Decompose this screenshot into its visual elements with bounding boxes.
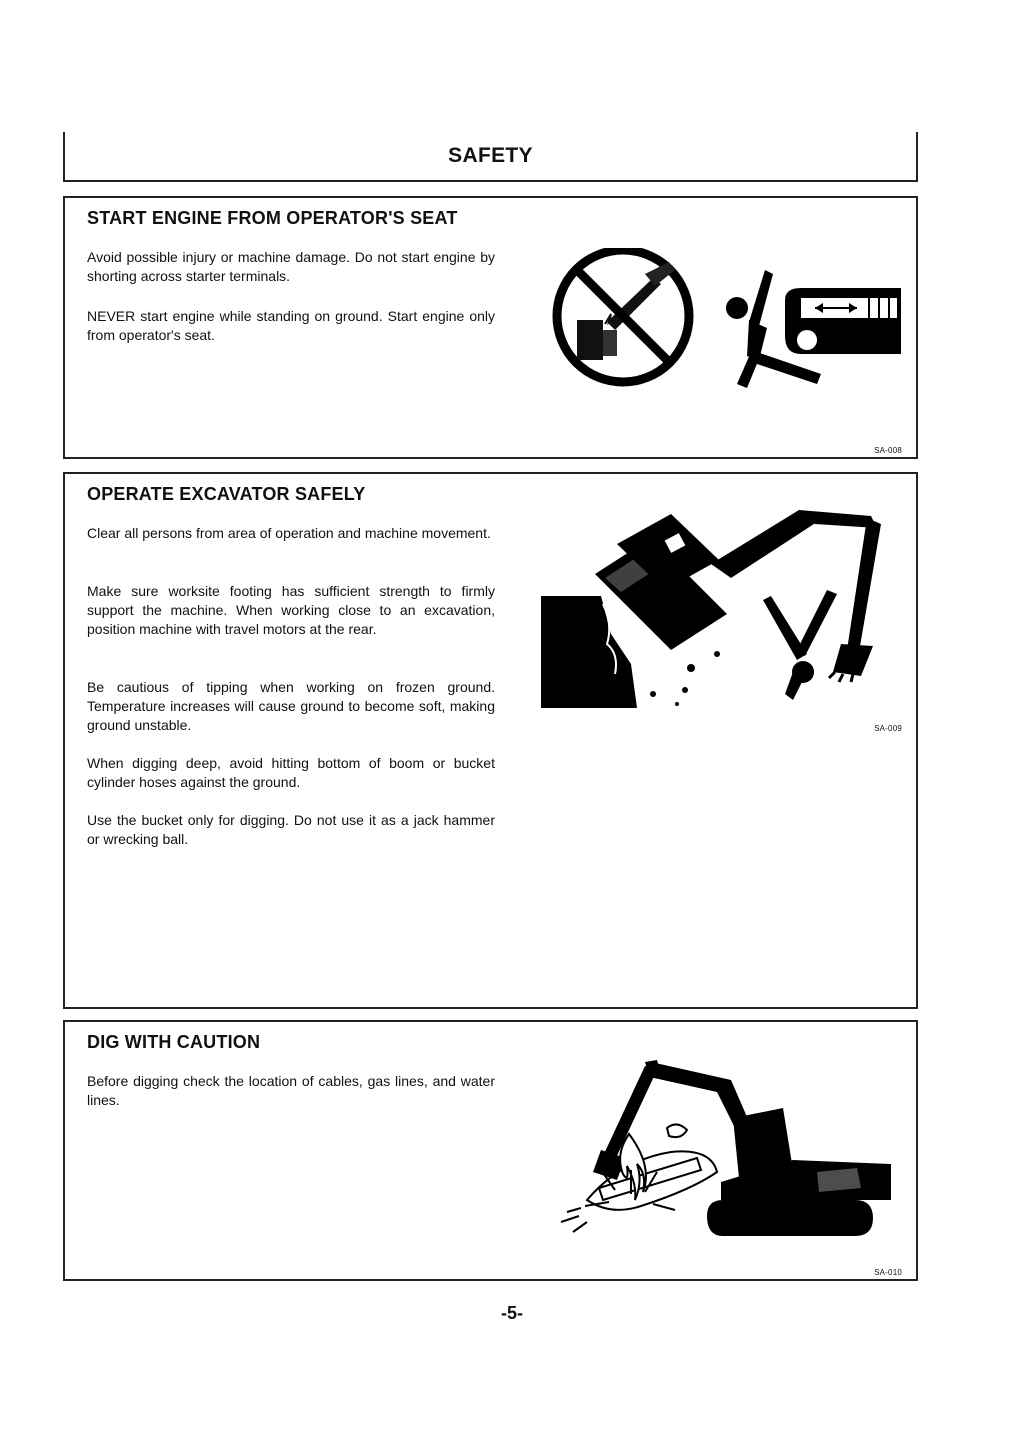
no-start-from-ground-illustration (535, 248, 915, 408)
section-dig-caution (63, 1020, 918, 1281)
section-title: START ENGINE FROM OPERATOR'S SEAT (87, 208, 458, 228)
paragraph: Be cautious of tipping when working on frozen ground. Temperature increases will cause ground to become soft, making ground unstable. (87, 679, 495, 733)
paragraph: Before digging check the location of cables, gas lines, and water lines. (87, 1073, 495, 1108)
paragraph: Avoid possible injury or machine damage. Do not start engine by shorting across starter terminals. (87, 249, 495, 284)
figure-code: SA-008 (874, 446, 902, 455)
figure-code: SA-009 (874, 724, 902, 733)
paragraph: When digging deep, avoid hitting bottom of boom or bucket cylinder hoses against the ground. (87, 755, 495, 790)
section-title: OPERATE EXCAVATOR SAFELY (87, 484, 366, 504)
page-title: SAFETY (448, 144, 533, 167)
paragraph: Clear all persons from area of operation and machine movement. (87, 525, 491, 541)
page-number: -5- (501, 1303, 523, 1323)
paragraph: NEVER start engine while standing on ground. Start engine only from operator's seat. (87, 308, 495, 343)
tipping-excavator-illustration (541, 504, 911, 714)
paragraph: Make sure worksite footing has sufficient strength to firmly support the machine. When working close to an excavation, position machine with travel motors at the rear. (87, 583, 495, 637)
section-start-engine (63, 196, 918, 459)
section-title: DIG WITH CAUTION (87, 1032, 261, 1052)
digging-utility-lines-illustration (521, 1040, 911, 1272)
figure-code: SA-010 (874, 1268, 902, 1277)
section-operate-safely (63, 472, 918, 1009)
paragraph: Use the bucket only for digging. Do not use it as a jack hammer or wrecking ball. (87, 812, 495, 847)
page-header (63, 132, 918, 182)
